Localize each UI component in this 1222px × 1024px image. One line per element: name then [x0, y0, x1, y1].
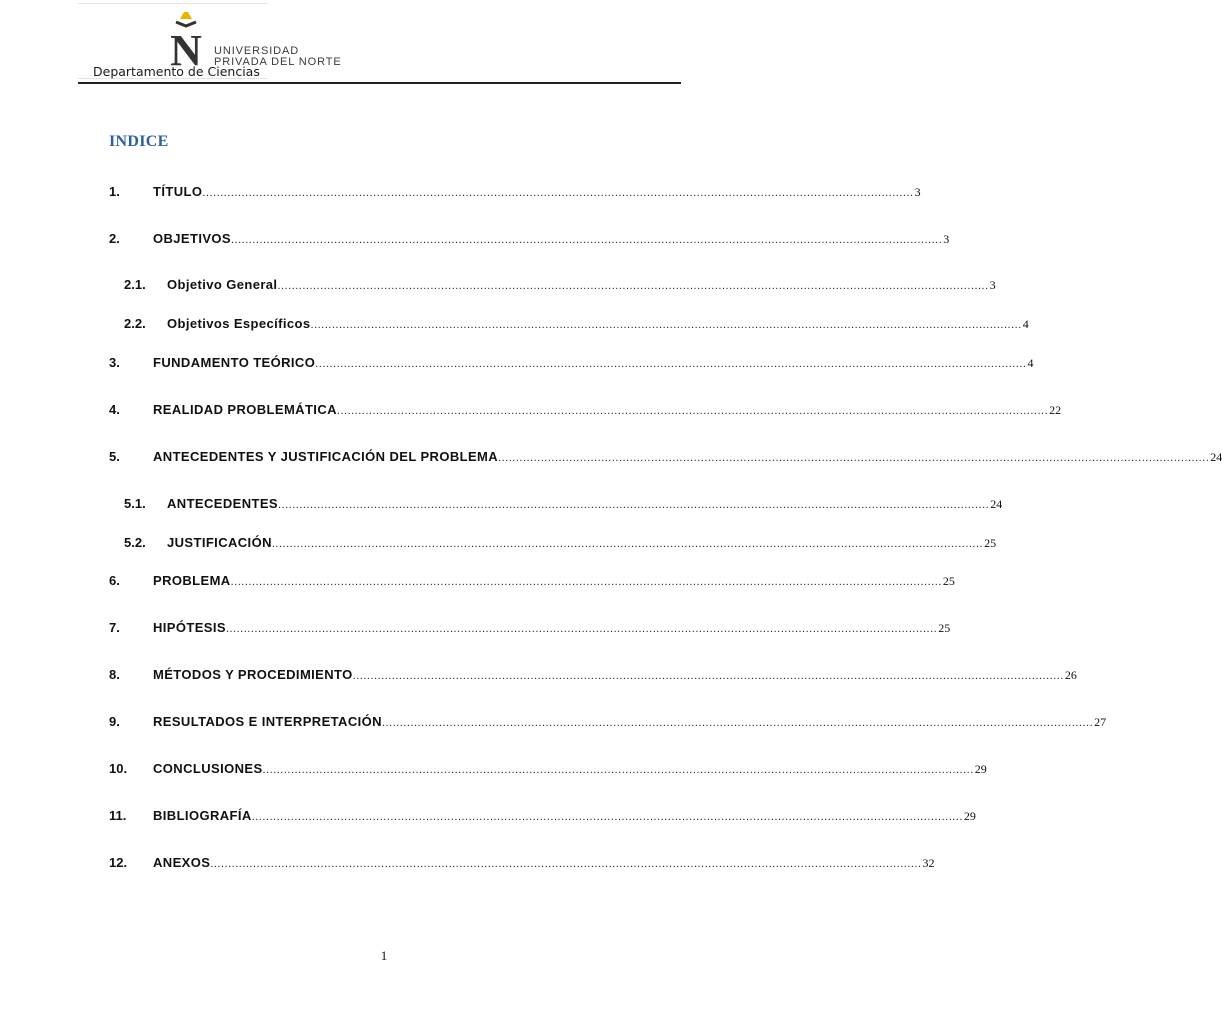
toc-entry[interactable] [109, 402, 1062, 418]
toc-entry-label: MÉTODOS Y PROCEDIMIENTO [153, 667, 353, 682]
university-name-line2: PRIVADA DEL NORTE [214, 56, 342, 68]
university-n-logo-icon [162, 10, 210, 75]
toc-entry-label: FUNDAMENTO TEÓRICO [153, 355, 316, 370]
toc-entry-label: RESULTADOS E INTERPRETACIÓN [153, 714, 382, 729]
toc-entry-number: 7. [109, 620, 120, 635]
toc-entry-page: 26 [1064, 668, 1077, 682]
toc-entry[interactable] [109, 855, 935, 871]
toc-entry-label: OBJETIVOS [153, 231, 232, 246]
toc-entry-label: Objetivo General [167, 277, 278, 292]
toc-entry[interactable] [109, 184, 921, 200]
toc-entry-label: Objetivos Específicos [167, 316, 311, 331]
toc-dot-leader: ........................................................................................................................................................................................................ [262, 764, 974, 776]
toc-entry-label: TÍTULO [153, 184, 203, 199]
toc-entry-number: 10. [109, 761, 128, 776]
toc-entry-page: 4 [1022, 317, 1029, 331]
toc-dot-leader: ........................................................................................................................................................................................................ [210, 858, 922, 870]
toc-entry-page: 4 [1027, 356, 1034, 370]
toc-subentry[interactable] [124, 535, 997, 551]
toc-entry-page: 24 [990, 497, 1003, 511]
toc-entry-page: 29 [974, 762, 987, 776]
toc-dot-leader: ........................................................................................................................................................................................................ [251, 811, 963, 823]
toc-entry-label: ANTECEDENTES [167, 496, 278, 511]
toc-entry-number: 2.1. [124, 277, 146, 292]
toc-subentry[interactable] [124, 316, 1029, 332]
toc-entry-number: 12. [109, 855, 128, 870]
toc-entry-number: 5.1. [124, 496, 146, 511]
toc-entry-number: 11. [109, 808, 127, 823]
toc-entry[interactable] [109, 808, 976, 824]
toc-dot-leader: ........................................................................................................................................................................................................ [271, 538, 984, 550]
toc-dot-leader: ........................................................................................................................................................................................................ [225, 623, 938, 635]
toc-title: INDICE [109, 133, 169, 150]
toc-entry-page: 3 [943, 232, 950, 246]
header-divider [78, 82, 681, 84]
toc-entry-number: 6. [109, 573, 120, 588]
toc-entry-label: ANTECEDENTES Y JUSTIFICACIÓN DEL PROBLEMA [153, 449, 499, 464]
logo-letter: N [170, 26, 202, 75]
toc-entry-number: 2.2. [124, 316, 146, 331]
toc-subentry[interactable] [124, 496, 1003, 512]
toc-dot-leader: ........................................................................................................................................................................................................ [277, 280, 989, 292]
toc-entry-number: 3. [109, 355, 120, 370]
toc-entry-number: 1. [109, 184, 120, 199]
toc-entry[interactable] [109, 714, 1107, 730]
toc-entry[interactable] [109, 449, 1222, 465]
toc-entry-label: BIBLIOGRAFÍA [153, 808, 252, 823]
toc-entry-label: HIPÓTESIS [153, 620, 226, 635]
toc-entry-page: 25 [942, 574, 955, 588]
toc-dot-leader: ........................................................................................................................................................................................................ [231, 234, 943, 246]
toc-entry-page: 3 [914, 185, 921, 199]
toc-entry-label: CONCLUSIONES [153, 761, 263, 776]
toc-entry[interactable] [109, 573, 955, 589]
department-name: Departamento de Ciencias [93, 64, 260, 79]
toc-entry-page: 25 [984, 536, 997, 550]
toc-entry-number: 9. [109, 714, 120, 729]
toc-entry-page: 25 [938, 621, 951, 635]
page-number: 1 [380, 948, 388, 963]
toc-entry-page: 27 [1094, 715, 1107, 729]
toc-entry[interactable] [109, 761, 987, 777]
toc-entry-page: 32 [922, 856, 935, 870]
toc-entry-number: 4. [109, 402, 120, 417]
toc-entry-label: REALIDAD PROBLEMÁTICA [153, 402, 337, 417]
toc-dot-leader: ........................................................................................................................................................................................................ [277, 499, 990, 511]
toc-entry-label: ANEXOS [153, 855, 211, 870]
toc-entry-page: 22 [1049, 403, 1062, 417]
toc-entry-page: 3 [989, 278, 996, 292]
toc-entry-page: 24 [1210, 450, 1222, 464]
toc-entry-label: PROBLEMA [153, 573, 231, 588]
toc-dot-leader: ........................................................................................................................................................................................................ [230, 576, 942, 588]
toc-dot-leader: ........................................................................................................................................................................................................ [336, 405, 1049, 417]
toc-entry-number: 5. [109, 449, 120, 464]
toc-dot-leader: ........................................................................................................................................................................................................ [315, 358, 1027, 370]
toc-entry[interactable] [109, 667, 1077, 683]
toc-dot-leader: ........................................................................................................................................................................................................ [498, 452, 1210, 464]
toc-entry-number: 5.2. [124, 535, 146, 550]
toc-entry-number: 8. [109, 667, 120, 682]
toc-entry[interactable] [109, 355, 1034, 371]
toc-entry-page: 29 [963, 809, 976, 823]
toc-subentry[interactable] [124, 277, 996, 293]
toc-dot-leader: ........................................................................................................................................................................................................ [352, 670, 1064, 682]
toc-entry-number: 2. [109, 231, 120, 246]
toc-entry[interactable] [109, 231, 950, 247]
toc-entry[interactable] [109, 620, 951, 636]
toc-dot-leader: ........................................................................................................................................................................................................ [310, 319, 1022, 331]
toc-dot-leader: ........................................................................................................................................................................................................ [381, 717, 1094, 729]
toc-entry-label: JUSTIFICACIÓN [167, 535, 272, 550]
university-name-line1: UNIVERSIDAD [214, 45, 300, 57]
toc-dot-leader: ........................................................................................................................................................................................................ [202, 187, 914, 199]
